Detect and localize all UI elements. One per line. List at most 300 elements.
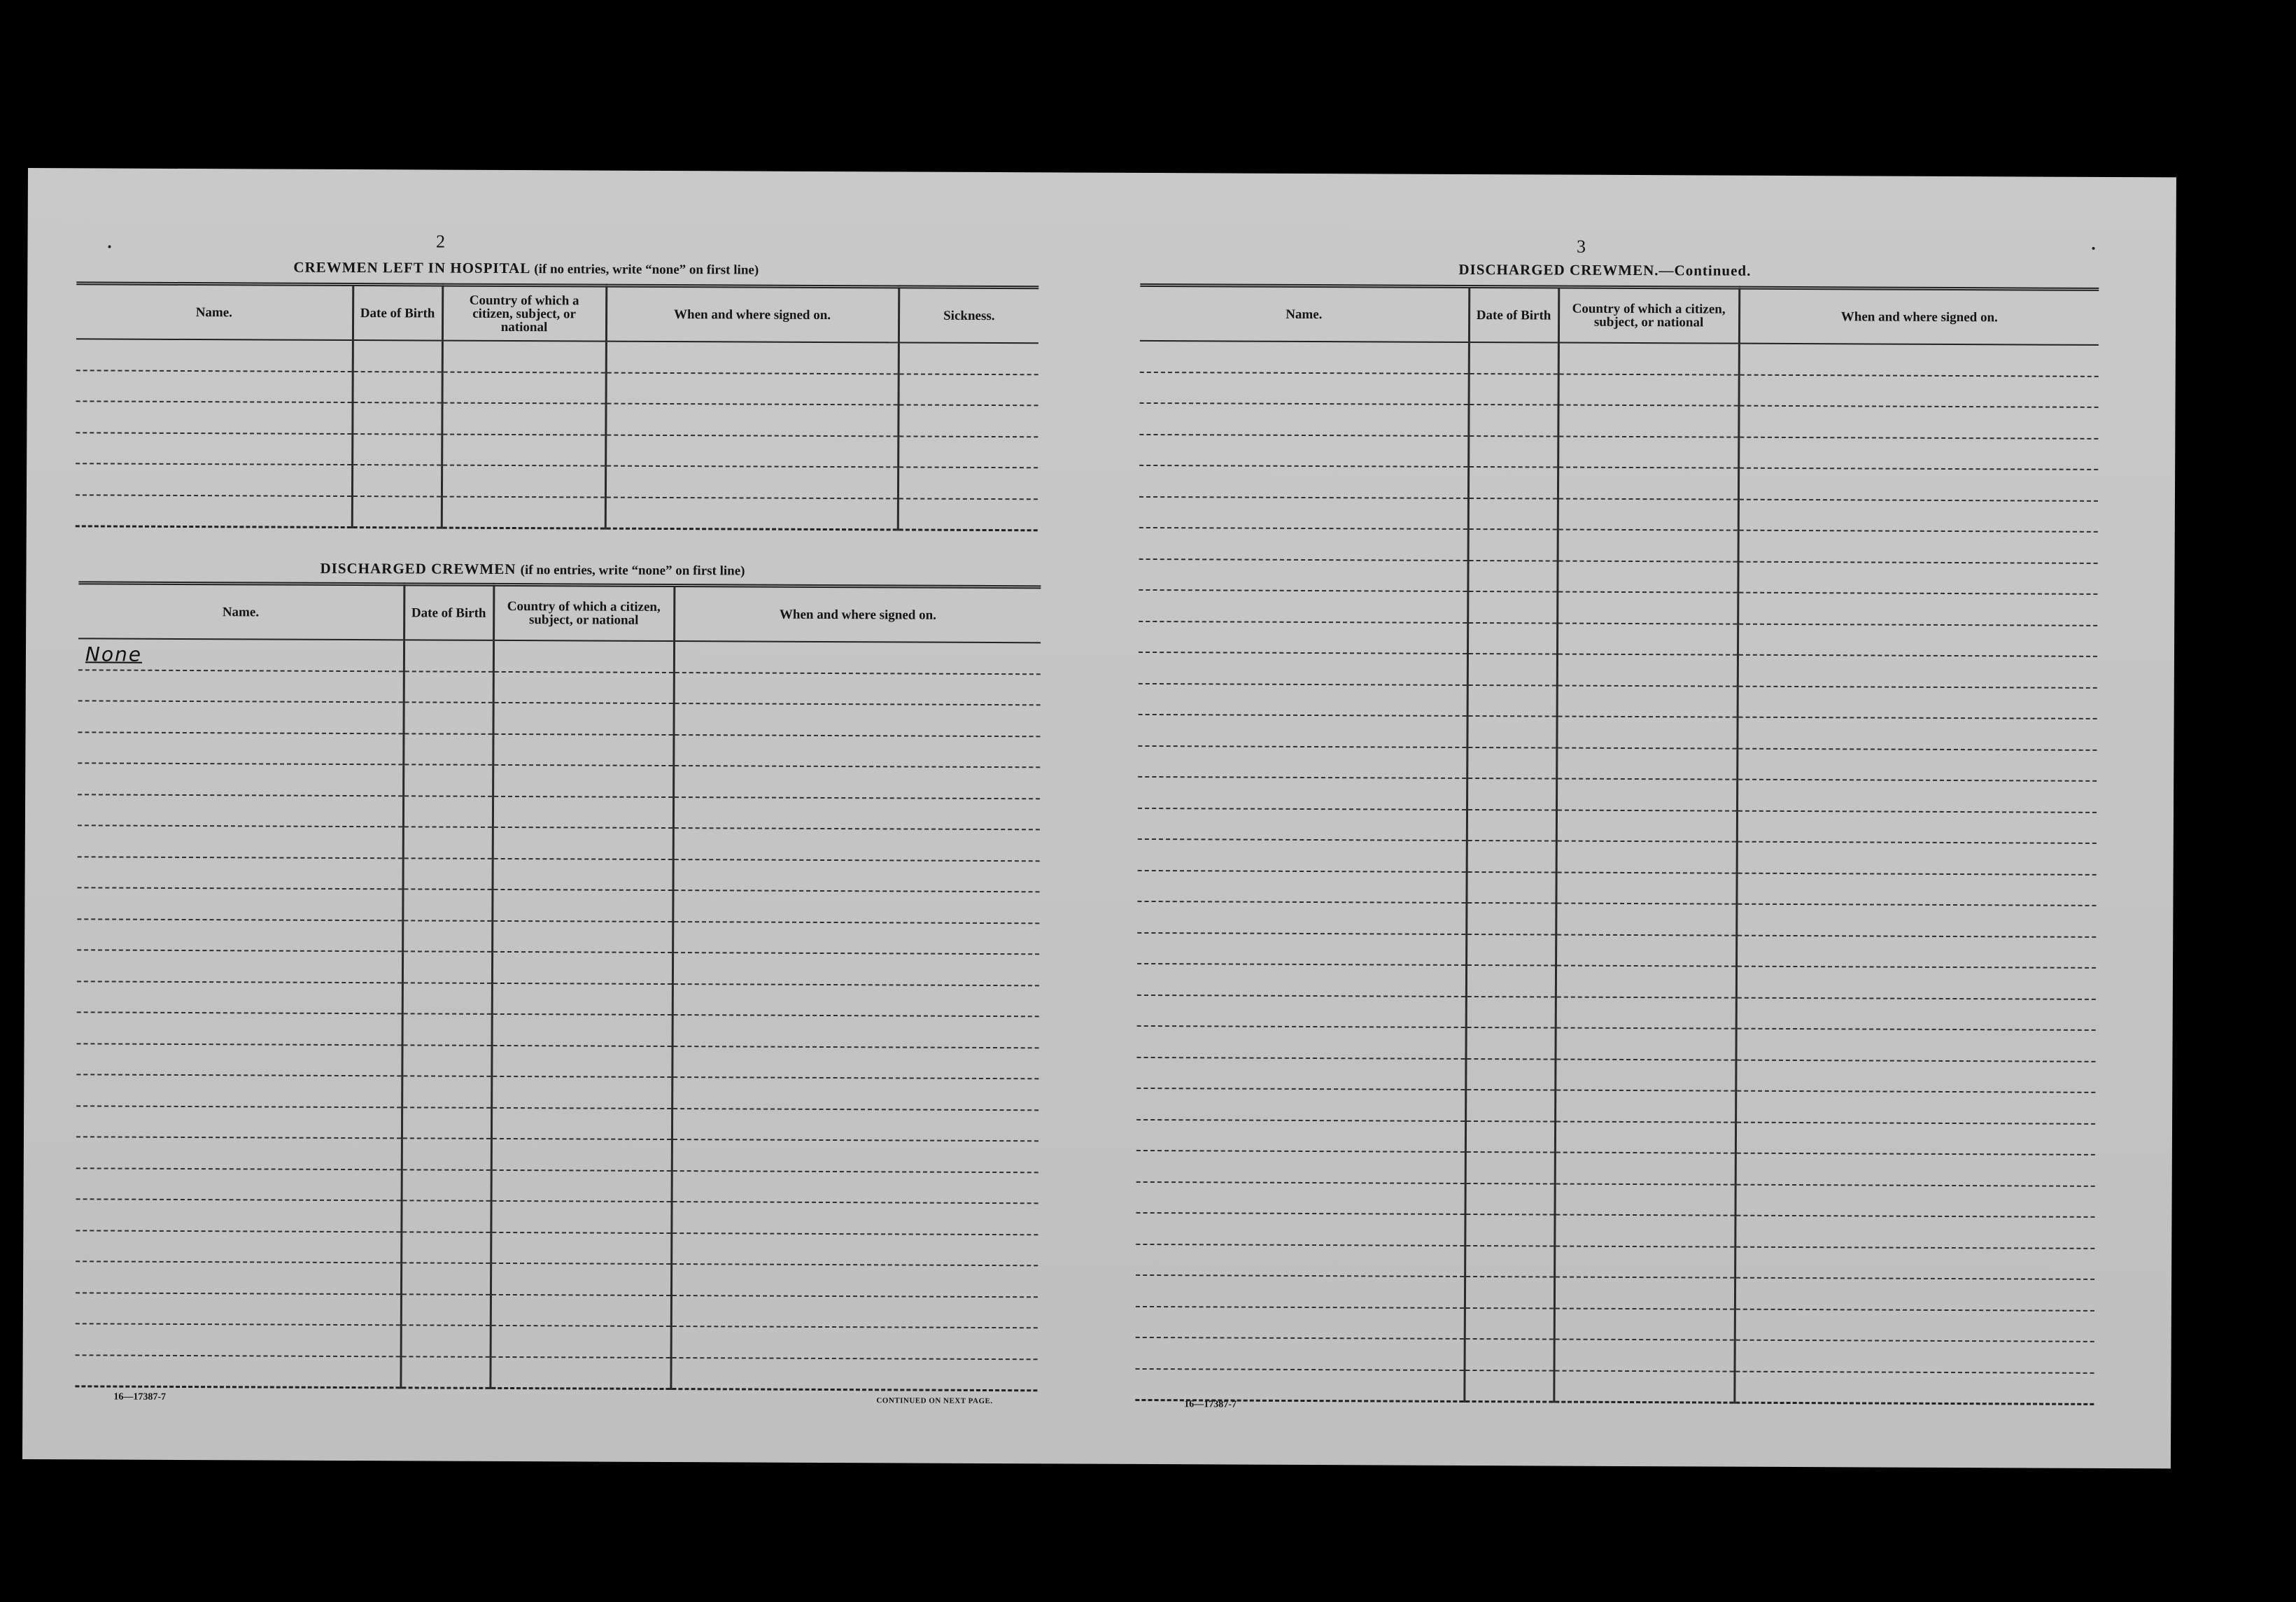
hospital-table xyxy=(76,281,1039,531)
table-cell[interactable] xyxy=(673,735,1040,768)
hospital-section-title xyxy=(293,259,759,279)
table-cell[interactable] xyxy=(1138,808,1467,841)
table-cell[interactable] xyxy=(1555,1090,1735,1123)
table-cell[interactable] xyxy=(1465,1183,1554,1214)
table-cell[interactable] xyxy=(1466,871,1556,903)
table-cell[interactable] xyxy=(1736,967,2096,999)
table-cell[interactable] xyxy=(76,1261,401,1294)
table-cell[interactable] xyxy=(76,1106,402,1139)
table-cell[interactable] xyxy=(1468,529,1558,561)
table-cell[interactable] xyxy=(1136,1244,1465,1277)
table-cell[interactable] xyxy=(1139,558,1467,591)
table-row xyxy=(78,701,1040,736)
table-cell[interactable] xyxy=(401,1200,491,1232)
table-cell[interactable] xyxy=(1738,531,2098,563)
table-cell[interactable] xyxy=(1735,1122,2095,1155)
table-cell[interactable] xyxy=(1466,903,1556,934)
table-cell[interactable] xyxy=(1136,1088,1465,1121)
table-cell[interactable] xyxy=(1136,1057,1465,1090)
table-cell[interactable] xyxy=(1736,873,2096,906)
table-cell[interactable] xyxy=(1137,932,1466,965)
table-cell[interactable] xyxy=(78,732,403,765)
table-row xyxy=(76,1168,1038,1203)
table-cell[interactable] xyxy=(492,1014,672,1046)
table-cell[interactable] xyxy=(1554,1308,1735,1340)
table-cell[interactable] xyxy=(491,1294,671,1326)
table-cell[interactable] xyxy=(671,1202,1038,1235)
table-cell[interactable] xyxy=(1467,841,1556,872)
table-cell[interactable] xyxy=(1140,341,1469,374)
table-cell[interactable] xyxy=(1558,374,1739,406)
table-cell[interactable] xyxy=(402,920,492,952)
table-cell[interactable] xyxy=(1735,1309,2094,1342)
table-cell[interactable] xyxy=(1738,406,2098,439)
table-cell[interactable] xyxy=(1558,436,1738,468)
table-cell[interactable] xyxy=(1555,1153,1735,1185)
table-cell[interactable] xyxy=(1738,468,2098,501)
table-cell[interactable] xyxy=(1735,1153,2095,1186)
table-cell[interactable] xyxy=(1137,870,1466,903)
table-cell[interactable] xyxy=(493,733,673,766)
table-cell[interactable] xyxy=(493,858,673,890)
col-date-of-birth: Date of Birth xyxy=(353,285,442,341)
table-cell[interactable] xyxy=(1468,435,1558,467)
hospital-title-text: CREWMEN LEFT IN HOSPITAL xyxy=(293,258,530,277)
table-cell[interactable] xyxy=(402,983,492,1014)
table-cell[interactable] xyxy=(1558,530,1738,562)
table-cell[interactable] xyxy=(1557,561,1738,593)
table-cell[interactable] xyxy=(1469,373,1558,405)
page-number: 2 xyxy=(435,231,446,252)
table-cell[interactable] xyxy=(493,703,673,735)
table-cell[interactable] xyxy=(403,702,493,733)
table-row xyxy=(1137,995,2096,1030)
table-cell[interactable] xyxy=(1136,1181,1465,1214)
table-row xyxy=(1139,621,2097,656)
table-row xyxy=(75,1355,1037,1391)
table-row xyxy=(1139,403,2098,438)
table-cell[interactable] xyxy=(1465,1152,1555,1183)
table-cell[interactable] xyxy=(1137,995,1466,1027)
table-cell[interactable] xyxy=(1556,904,1736,936)
table-cell[interactable] xyxy=(1139,621,1467,654)
table-cell[interactable] xyxy=(1466,965,1556,997)
table-cell[interactable] xyxy=(401,1263,491,1294)
table-cell[interactable] xyxy=(1735,1340,2094,1373)
table-cell[interactable] xyxy=(491,1045,672,1077)
table-cell[interactable] xyxy=(1136,1306,1465,1339)
table-cell[interactable] xyxy=(1467,716,1556,747)
table-row xyxy=(1139,683,2097,718)
table-cell[interactable] xyxy=(1466,934,1556,965)
table-row xyxy=(1136,1306,2094,1341)
table-cell[interactable] xyxy=(1557,654,1738,687)
table-cell[interactable] xyxy=(493,796,673,828)
table-cell[interactable] xyxy=(674,673,1041,705)
table-row xyxy=(1136,1088,2095,1123)
table-cell[interactable] xyxy=(491,1139,672,1171)
right-page xyxy=(1135,173,2134,1468)
table-cell[interactable] xyxy=(1735,1246,2094,1279)
table-row xyxy=(78,763,1040,798)
table-cell[interactable] xyxy=(491,1076,672,1109)
table-cell[interactable] xyxy=(673,859,1040,892)
form-sheet xyxy=(22,168,2176,1468)
handwritten-entry[interactable]: None xyxy=(78,638,404,671)
table-cell[interactable] xyxy=(402,951,492,983)
table-row xyxy=(1138,777,2097,812)
table-cell[interactable] xyxy=(493,827,673,859)
table-cell[interactable] xyxy=(1736,904,2096,937)
table-cell[interactable] xyxy=(1139,683,1467,716)
table-cell[interactable] xyxy=(1737,717,2097,750)
table-cell[interactable] xyxy=(672,1171,1038,1204)
table-cell[interactable] xyxy=(1739,374,2099,407)
table-cell[interactable] xyxy=(1466,996,1556,1027)
table-row xyxy=(77,919,1039,954)
continued-note: CONTINUED ON NEXT PAGE. xyxy=(876,1396,993,1406)
table-cell[interactable] xyxy=(492,983,672,1015)
table-cell[interactable] xyxy=(402,1169,491,1201)
table-cell[interactable] xyxy=(672,922,1039,955)
table-row xyxy=(1136,1026,2095,1061)
table-cell[interactable] xyxy=(491,1326,671,1358)
table-cell[interactable] xyxy=(1465,1027,1555,1059)
table-cell[interactable] xyxy=(1465,1058,1555,1090)
table-cell[interactable] xyxy=(1465,1245,1554,1277)
table-cell[interactable] xyxy=(492,952,672,984)
table-cell[interactable] xyxy=(1554,1340,1735,1372)
table-row xyxy=(1136,1275,2094,1310)
table-row xyxy=(1137,870,2096,905)
table-row xyxy=(76,1293,1038,1328)
hospital-subtitle: (if no entries, write “none” on first line) xyxy=(534,262,759,278)
table-cell[interactable] xyxy=(1140,372,1469,405)
table-cell[interactable] xyxy=(1557,685,1738,717)
table-cell[interactable] xyxy=(671,1295,1038,1328)
punch-mark xyxy=(108,246,111,248)
table-cell[interactable] xyxy=(491,1263,671,1295)
table-cell[interactable] xyxy=(1136,1119,1465,1152)
table-cell[interactable] xyxy=(1738,624,2097,656)
table-cell[interactable] xyxy=(1735,1029,2095,1062)
table-cell[interactable] xyxy=(1735,1060,2095,1092)
table-row xyxy=(78,857,1040,892)
table-cell[interactable] xyxy=(672,1046,1038,1079)
table-cell[interactable] xyxy=(672,1139,1038,1172)
table-cell[interactable] xyxy=(1556,966,1736,998)
table-cell[interactable] xyxy=(78,763,403,796)
table-row xyxy=(1135,1368,2094,1404)
table-cell[interactable] xyxy=(491,1201,671,1233)
table-row xyxy=(78,670,1041,705)
table-cell[interactable] xyxy=(1737,780,2097,813)
table-cell[interactable] xyxy=(490,1356,670,1389)
table-cell[interactable] xyxy=(76,1230,401,1263)
table-cell[interactable] xyxy=(673,828,1040,861)
table-cell[interactable] xyxy=(1138,777,1467,810)
table-cell[interactable] xyxy=(1138,715,1467,747)
table-cell[interactable] xyxy=(1554,1183,1735,1216)
table-cell[interactable] xyxy=(1558,498,1738,531)
table-cell[interactable] xyxy=(1555,1059,1735,1091)
col-country: Country of which a citizen, subject, or national xyxy=(493,584,674,641)
form-number: 16—17387-7 xyxy=(113,1391,167,1403)
table-cell[interactable] xyxy=(1557,592,1738,624)
table-row xyxy=(76,1199,1038,1234)
table-cell[interactable] xyxy=(404,671,493,703)
table-cell[interactable] xyxy=(491,1232,671,1264)
table-cell[interactable] xyxy=(1136,1275,1465,1308)
table-cell[interactable] xyxy=(1735,1216,2094,1249)
table-cell[interactable] xyxy=(76,1074,402,1107)
table-cell[interactable] xyxy=(1467,778,1556,810)
table-cell[interactable] xyxy=(402,1138,491,1169)
table-cell[interactable] xyxy=(77,919,402,952)
table-cell[interactable] xyxy=(493,671,674,703)
table-row xyxy=(1136,1244,2094,1279)
table-cell[interactable] xyxy=(1136,1337,1465,1370)
table-cell[interactable] xyxy=(1467,809,1556,841)
table-cell[interactable] xyxy=(1139,434,1468,467)
table-cell[interactable] xyxy=(78,794,403,827)
table-row xyxy=(77,887,1039,922)
table-cell[interactable] xyxy=(1139,652,1467,685)
table-cell[interactable] xyxy=(1139,465,1468,498)
table-cell[interactable] xyxy=(1558,405,1738,437)
table-cell[interactable] xyxy=(403,796,493,827)
punch-mark xyxy=(2092,247,2095,250)
table-cell[interactable] xyxy=(77,887,402,920)
table-row xyxy=(1139,528,2098,563)
table-row xyxy=(78,825,1040,860)
table-cell[interactable] xyxy=(401,1294,491,1326)
table-cell[interactable] xyxy=(76,1199,401,1232)
table-cell[interactable] xyxy=(401,1232,491,1263)
table-cell[interactable] xyxy=(1136,1213,1465,1246)
table-cell[interactable] xyxy=(672,984,1039,1017)
table-cell[interactable] xyxy=(1735,1091,2095,1124)
table-cell[interactable] xyxy=(1558,468,1738,500)
table-cell[interactable] xyxy=(1556,872,1736,904)
table-cell[interactable] xyxy=(1554,1277,1735,1309)
table-cell[interactable] xyxy=(1554,1246,1735,1278)
table-row xyxy=(78,638,1041,673)
table-cell[interactable] xyxy=(1738,686,2097,719)
table-cell[interactable] xyxy=(1556,747,1737,780)
table-cell[interactable] xyxy=(1554,1215,1735,1247)
table-cell[interactable] xyxy=(493,765,673,797)
table-cell[interactable] xyxy=(1465,1090,1555,1121)
col-country: Country of which a citizen, subject, or national xyxy=(442,285,606,342)
table-cell[interactable] xyxy=(76,1168,402,1201)
table-cell[interactable] xyxy=(1554,1370,1734,1403)
table-cell[interactable] xyxy=(1556,997,1736,1029)
discharged-section-title xyxy=(320,560,745,579)
table-cell[interactable] xyxy=(1468,498,1558,529)
table-row xyxy=(1137,932,2096,967)
table-row xyxy=(76,339,1038,374)
table-cell[interactable] xyxy=(1738,437,2098,470)
table-cell[interactable] xyxy=(401,1325,491,1356)
table-cell[interactable] xyxy=(1138,745,1467,778)
table-cell[interactable] xyxy=(1556,810,1737,842)
table-row xyxy=(1139,465,2098,500)
table-cell[interactable] xyxy=(1737,748,2097,781)
table-cell[interactable] xyxy=(1467,747,1556,778)
table-cell[interactable] xyxy=(402,1107,491,1139)
table-cell[interactable] xyxy=(1468,405,1558,436)
table-cell[interactable] xyxy=(672,1077,1038,1110)
table-cell[interactable] xyxy=(1464,1370,1554,1402)
table-row xyxy=(76,1074,1038,1109)
table-cell[interactable] xyxy=(672,890,1039,923)
table-cell[interactable] xyxy=(1139,496,1468,529)
table-cell[interactable] xyxy=(1738,655,2097,688)
table-row xyxy=(1138,715,2097,750)
table-cell[interactable] xyxy=(77,1012,402,1045)
table-row xyxy=(1136,1151,2095,1186)
table-cell[interactable] xyxy=(402,1013,492,1045)
table-cell[interactable] xyxy=(671,1264,1038,1297)
table-cell[interactable] xyxy=(1555,1028,1735,1060)
table-cell[interactable] xyxy=(1138,839,1467,872)
table-row xyxy=(1138,839,2097,874)
table-cell[interactable] xyxy=(403,827,493,858)
table-cell[interactable] xyxy=(1468,467,1558,498)
table-cell[interactable] xyxy=(1136,1151,1465,1183)
col-sickness: Sickness. xyxy=(899,287,1038,343)
table-cell[interactable] xyxy=(403,858,493,890)
table-row xyxy=(76,495,1038,531)
table-cell[interactable] xyxy=(78,701,403,733)
table-cell[interactable] xyxy=(671,1326,1038,1359)
table-cell[interactable] xyxy=(78,825,403,858)
table-cell[interactable] xyxy=(671,1233,1038,1266)
col-name: Name. xyxy=(76,283,353,340)
table-row xyxy=(1137,901,2096,936)
table-cell[interactable] xyxy=(491,1107,672,1139)
table-cell[interactable] xyxy=(1556,841,1737,873)
table-cell[interactable] xyxy=(75,1355,400,1388)
table-cell[interactable] xyxy=(1465,1307,1554,1339)
table-cell[interactable] xyxy=(492,920,672,953)
table-cell[interactable] xyxy=(1135,1368,1464,1401)
table-cell[interactable] xyxy=(1139,528,1468,561)
table-cell[interactable] xyxy=(78,670,404,703)
table-cell[interactable] xyxy=(673,766,1040,799)
table-cell[interactable] xyxy=(1139,403,1468,436)
table-cell[interactable] xyxy=(77,950,402,983)
table-row xyxy=(1136,1119,2095,1154)
table-cell[interactable] xyxy=(77,981,402,1014)
table-cell[interactable] xyxy=(1137,901,1466,934)
table-cell[interactable] xyxy=(673,703,1040,736)
table-cell[interactable] xyxy=(1467,560,1557,591)
table-cell[interactable] xyxy=(1465,1214,1554,1246)
table-cell[interactable] xyxy=(1137,964,1466,997)
table-row xyxy=(76,433,1038,468)
discharged-subtitle: (if no entries, write “none” on first line) xyxy=(520,563,745,579)
table-cell[interactable] xyxy=(1465,1120,1555,1152)
table-cell[interactable] xyxy=(1738,499,2098,532)
table-cell[interactable] xyxy=(1735,1184,2094,1217)
table-cell[interactable] xyxy=(1467,684,1557,716)
table-row xyxy=(76,1323,1038,1358)
table-cell[interactable] xyxy=(491,1169,672,1202)
table-cell[interactable] xyxy=(1556,779,1737,811)
table-cell[interactable] xyxy=(672,1109,1038,1141)
table-row xyxy=(76,1044,1038,1078)
table-row xyxy=(1136,1057,2095,1092)
table-cell[interactable] xyxy=(1467,591,1557,623)
table-row xyxy=(1139,434,2098,469)
table-cell[interactable] xyxy=(402,1076,491,1107)
table-cell[interactable] xyxy=(1736,997,2096,1030)
table-cell[interactable] xyxy=(400,1356,490,1389)
table-cell[interactable] xyxy=(492,890,672,922)
table-cell[interactable] xyxy=(1467,622,1557,654)
table-cell[interactable] xyxy=(403,733,493,765)
table-cell[interactable] xyxy=(1739,344,2099,377)
table-row xyxy=(1138,745,2097,780)
table-cell[interactable] xyxy=(402,1045,491,1076)
table-cell[interactable] xyxy=(76,1293,401,1326)
table-row xyxy=(1136,1181,2095,1216)
table-cell[interactable] xyxy=(1556,934,1736,967)
table-cell[interactable] xyxy=(1555,1121,1735,1153)
col-name: Name. xyxy=(1140,285,1469,342)
table-cell[interactable] xyxy=(78,857,403,890)
table-cell[interactable] xyxy=(1139,590,1467,623)
table-cell[interactable] xyxy=(673,797,1040,830)
table-cell[interactable] xyxy=(1465,1339,1554,1370)
table-cell[interactable] xyxy=(1557,623,1738,655)
table-cell[interactable] xyxy=(1558,343,1739,375)
table-cell[interactable] xyxy=(670,1358,1037,1391)
discharged-continued-table xyxy=(1135,283,2099,1405)
col-country: Country of which a citizen, subject, or national xyxy=(1558,287,1739,344)
table-cell[interactable] xyxy=(76,1323,401,1356)
table-cell[interactable] xyxy=(1556,717,1737,749)
table-cell[interactable] xyxy=(76,1044,402,1076)
table-cell[interactable] xyxy=(672,953,1039,985)
table-cell[interactable] xyxy=(1735,1278,2094,1311)
table-row xyxy=(1136,1213,2094,1248)
page-number: 3 xyxy=(1576,236,1586,257)
table-cell[interactable] xyxy=(402,889,492,920)
table-cell[interactable] xyxy=(76,1137,402,1169)
table-cell[interactable] xyxy=(1736,935,2096,968)
table-cell[interactable] xyxy=(1467,654,1557,685)
table-row xyxy=(76,1106,1038,1141)
table-cell[interactable] xyxy=(1738,561,2097,594)
table-cell[interactable] xyxy=(1738,593,2097,626)
table-cell[interactable] xyxy=(1737,842,2097,875)
table-cell[interactable] xyxy=(403,764,493,796)
table-row xyxy=(78,732,1040,767)
table-cell[interactable] xyxy=(1734,1371,2094,1404)
table-cell[interactable] xyxy=(672,1015,1039,1048)
table-cell[interactable] xyxy=(1465,1277,1554,1308)
table-cell[interactable] xyxy=(1737,810,2097,843)
table-cell[interactable] xyxy=(1469,342,1558,374)
col-signed-on: When and where signed on. xyxy=(674,586,1041,643)
table-cell[interactable] xyxy=(1136,1026,1465,1059)
table-row xyxy=(76,1137,1038,1172)
table-row xyxy=(1139,590,2097,625)
table-row xyxy=(1140,341,2099,376)
